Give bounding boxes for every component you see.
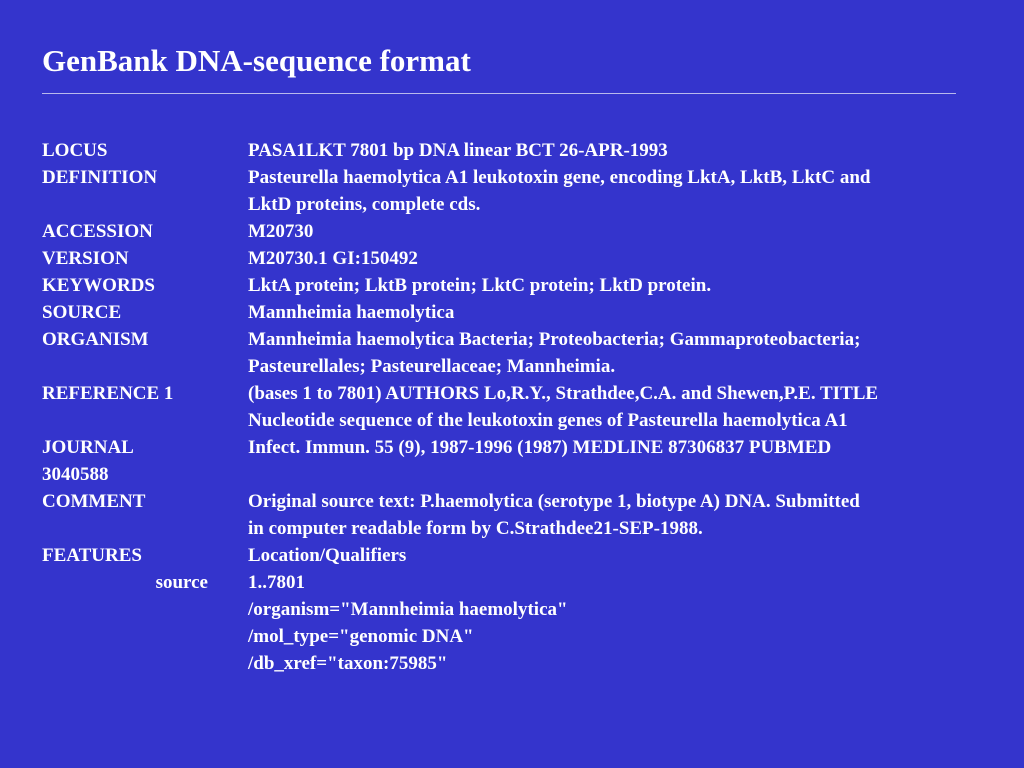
comment-row	[42, 488, 1012, 542]
locus-key: LOCUS	[42, 140, 108, 161]
version-key: VERSION	[42, 248, 129, 269]
source-feature-qualifiers	[248, 569, 1012, 677]
qualifier-line: /mol_type="genomic DNA"	[248, 626, 474, 647]
genbank-record	[42, 137, 1012, 677]
accession-value: M20730	[248, 221, 314, 242]
source-row	[42, 299, 1012, 326]
comment-value	[248, 488, 1012, 542]
comment-key: COMMENT	[42, 491, 146, 512]
qualifier-line: /organism="Mannheimia haemolytica"	[248, 599, 568, 620]
reference-key: REFERENCE 1	[42, 383, 174, 404]
comment-line: Original source text: P.haemolytica (serotype 1, biotype A) DNA. Submitted	[248, 491, 860, 512]
reference-line: (bases 1 to 7801) AUTHORS Lo,R.Y., Strathdee,C.A. and Shewen,P.E. TITLE	[248, 383, 879, 404]
feature-key-source: source	[155, 572, 208, 593]
journal-key: JOURNAL	[42, 437, 134, 458]
definition-key: DEFINITION	[42, 167, 158, 188]
title-divider	[42, 93, 956, 94]
keywords-row	[42, 272, 1012, 299]
features-header: Location/Qualifiers	[248, 545, 407, 566]
definition-value	[248, 164, 1012, 218]
slide-title: GenBank DNA-sequence format	[42, 43, 471, 78]
feature-location: 1..7801	[248, 572, 305, 593]
features-row	[42, 542, 1012, 569]
organism-line: Mannheimia haemolytica Bacteria; Proteobacteria; Gammaproteobacteria;	[248, 329, 861, 350]
reference-value	[248, 380, 1012, 434]
version-row	[42, 245, 1012, 272]
source-feature-row	[42, 569, 1012, 677]
organism-key: ORGANISM	[42, 329, 149, 350]
keywords-key: KEYWORDS	[42, 275, 155, 296]
locus-row	[42, 137, 1012, 164]
accession-key: ACCESSION	[42, 221, 153, 242]
organism-line: Pasteurellales; Pasteurellaceae; Mannheimia.	[248, 356, 616, 377]
journal-row	[42, 434, 1012, 461]
qualifier-line: /db_xref="taxon:75985"	[248, 653, 448, 674]
journal-value: Infect. Immun. 55 (9), 1987-1996 (1987) MEDLINE 87306837 PUBMED	[248, 437, 832, 458]
reference-row	[42, 380, 1012, 434]
keywords-value: LktA protein; LktB protein; LktC protein; LktD protein.	[248, 275, 712, 296]
accession-row	[42, 218, 1012, 245]
features-key: FEATURES	[42, 545, 142, 566]
organism-value	[248, 326, 1012, 380]
locus-value: PASA1LKT 7801 bp DNA linear BCT 26-APR-1993	[248, 140, 668, 161]
comment-line: in computer readable form by C.Strathdee21-SEP-1988.	[248, 518, 703, 539]
source-key: SOURCE	[42, 302, 122, 323]
version-value: M20730.1 GI:150492	[248, 248, 418, 269]
organism-row	[42, 326, 1012, 380]
definition-line: Pasteurella haemolytica A1 leukotoxin gene, encoding LktA, LktB, LktC and	[248, 167, 871, 188]
source-value: Mannheimia haemolytica	[248, 302, 455, 323]
definition-line: LktD proteins, complete cds.	[248, 194, 481, 215]
journal-continuation: 3040588	[42, 464, 109, 485]
definition-row	[42, 164, 1012, 218]
reference-line: Nucleotide sequence of the leukotoxin genes of Pasteurella haemolytica A1	[248, 410, 848, 431]
